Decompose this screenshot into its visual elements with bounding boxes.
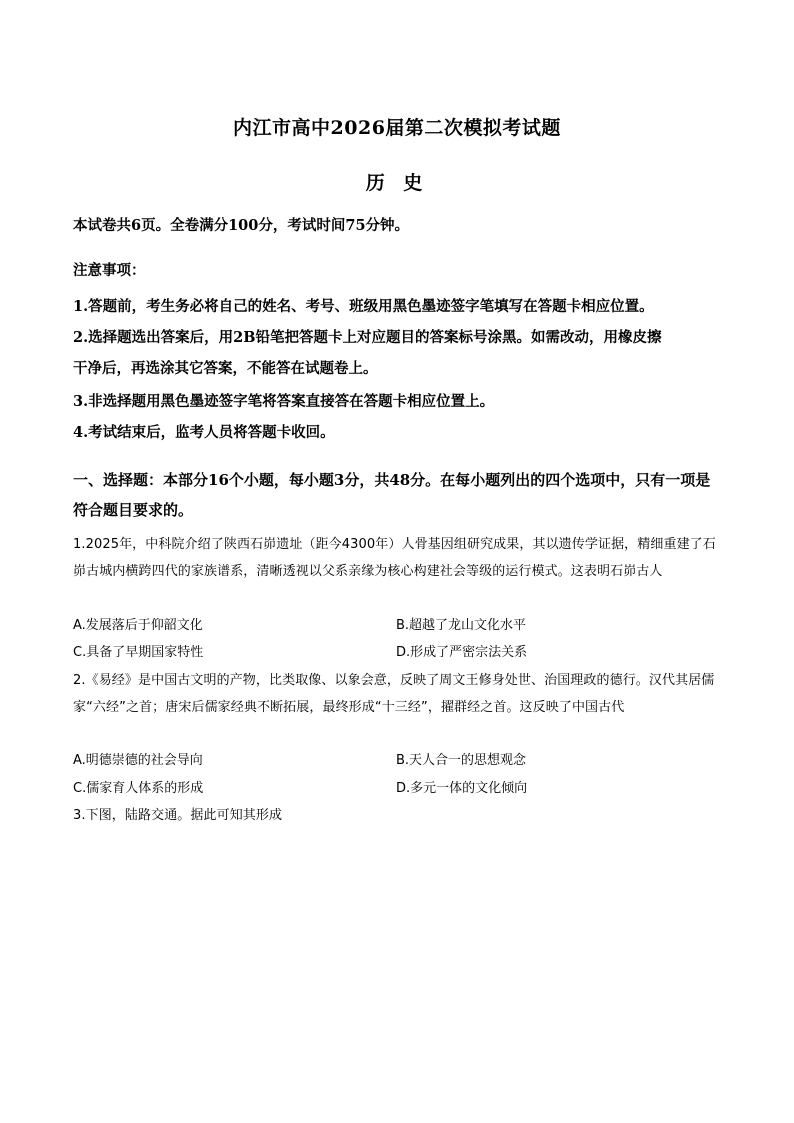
question-1-stem: 1.2025年，中科院介绍了陕西石峁遗址（距今4300年）人骨基因组研究成果，其以遗传学证据，精细重建了石峁古城内横跨四代的家族谱系，清晰透视以父系亲缘为核心构建社会等级的运行模式。这表明石峁古人 <box>73 537 716 579</box>
question-1-option-c: C.具备了早期国家特性 <box>73 645 204 660</box>
exam-intro: 本试卷共6页。全卷满分100分，考试时间75分钟。 <box>73 217 410 234</box>
question-2-option-c: C.儒家育人体系的形成 <box>73 781 204 796</box>
notice-heading: 注意事项： <box>73 262 146 279</box>
question-1-option-b: B.超越了龙山文化水平 <box>396 618 527 633</box>
question-2-option-d: D.多元一体的文化倾向 <box>396 781 528 796</box>
question-2-option-a: A.明德崇德的社会导向 <box>73 753 203 768</box>
question-3-stem: 3.下图，陆路交通。据此可知其形成 <box>73 808 283 823</box>
question-2-stem: 2.《易经》是中国古文明的产物，比类取像、以象会意，反映了周文王修身处世、治国理政的德行。汉代其居儒家“六经”之首；唐宋后儒家经典不断拓展，最终形成“十三经”，擢群经之首。这反映了中国古代 <box>73 673 715 715</box>
notice-item-3: 3.非选择题用黑色墨迹签字笔将答案直接答在答题卡相应位置上。 <box>73 393 495 410</box>
question-2-option-b: B.天人合一的思想观念 <box>396 753 527 768</box>
section-heading: 一、选择题：本部分16个小题，每小题3分，共48分。在每小题列出的四个选项中，只有一项是符合题目要求的。 <box>73 471 711 519</box>
question-1-option-a: A.发展落后于仰韶文化 <box>73 618 203 633</box>
exam-title: 内江市高中2026届第二次模拟考试题 <box>233 117 561 139</box>
notice-item-2-cont: 干净后，再选涂其它答案，不能答在试题卷上。 <box>73 360 378 377</box>
subject-title: 历 史 <box>365 172 429 194</box>
question-1-option-d: D.形成了严密宗法关系 <box>396 645 528 660</box>
notice-item-2: 2.选择题选出答案后，用2B铅笔把答题卡上对应题目的答案标号涂黑。如需改动，用橡皮擦 <box>73 329 662 346</box>
notice-item-1: 1.答题前，考生务必将自己的姓名、考号、班级用黑色墨迹签字笔填写在答题卡相应位置。 <box>73 298 654 315</box>
notice-item-4: 4.考试结束后，监考人员将答题卡收回。 <box>73 424 335 441</box>
